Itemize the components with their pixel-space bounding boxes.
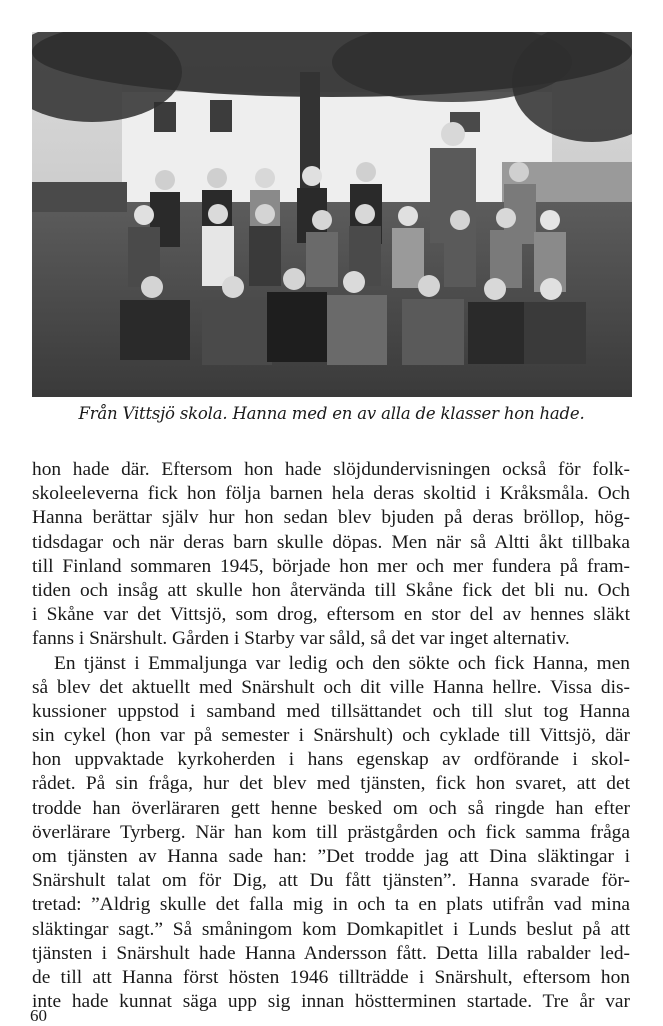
text-line: trodde han överläraren gett henne besked om och så ringde han efter	[32, 797, 630, 819]
text-line: hon uppvaktade kyrkoherden i hans egenskap av ordförande i skol-	[32, 749, 630, 771]
text-line: En tjänst i Emmaljunga var ledig och den sökte och fick Hanna, men	[54, 652, 630, 674]
text-line: överlärare Tyrberg. När han kom till prästgården och fick samma fråga	[32, 821, 630, 843]
text-line: hon hade där. Eftersom hon hade slöjdundervisningen också för folk-	[32, 459, 630, 480]
text-line: rådet. På sin fråga, hur det blev med tjänsten, fick hon svaret, att det	[32, 773, 630, 795]
text-line: fanns i Snärshult. Gården i Starby var såld, så det var inget alternativ.	[32, 628, 570, 650]
text-line: tretad: ”Aldrig skulle det falla mig in och ta en plats utifrån vad mina	[32, 894, 630, 916]
text-line: de till att Hanna först hösten 1946 tillträdde i Snärshult, eftersom hon	[32, 966, 630, 988]
text-line: skoleeleverna fick hon följa barnen hela deras skoltid i Kråksmåla. Och	[32, 483, 630, 505]
text-line: kussioner uppstod i samband med tillsättandet och till slut tog Hanna	[32, 700, 630, 722]
text-line: så blev det aktuellt med Snärshult och dit ville Hanna hellre. Vissa dis-	[32, 676, 630, 698]
text-line: tjänsten i Snärshult hade Hanna Andersson fått. Detta lilla rabalder led-	[32, 942, 630, 964]
text-line: till Finland sommaren 1945, började hon mer och mer fundera på fram-	[32, 555, 630, 577]
text-line: Hanna berättar själv hur hon sedan blev bjuden på deras bröllop, hög-	[32, 507, 630, 529]
text-line: om tjänsten av Hanna sade han: ”Det trodde jag att Dina släktingar i	[32, 846, 630, 867]
page-number: 60	[30, 1006, 47, 1025]
body-text	[32, 458, 630, 1014]
text-line: i Skåne var det Vittsjö, som drog, eftersom en stor del av hennes släkt	[32, 604, 630, 626]
photo-caption: Från Vittsjö skola. Hanna med en av alla de klasser hon hade.	[78, 404, 585, 423]
text-line: Snärshult talat om för Dig, att Du fått tjänsten”. Hanna svarade för-	[32, 870, 630, 892]
text-line: inte hade kunnat säga upp sig innan höstterminen startade. Tre år var	[32, 991, 630, 1013]
text-line: släktingar sagt.” Så småningom kom Domkapitlet i Lunds beslut på att	[32, 918, 630, 940]
text-line: sin cykel (hon var på semester i Snärshult) och cyklade till Vittsjö, där	[32, 725, 630, 747]
photograph-illustration	[32, 32, 632, 397]
text-line: tiden och insåg att skulle hon återvända till Skåne fick det bli nu. Och	[32, 579, 630, 601]
text-line: tidsdagar och när deras barn skulle döpas. Men när så Altti åkt tillbaka	[32, 531, 630, 553]
class-photograph	[32, 32, 632, 397]
